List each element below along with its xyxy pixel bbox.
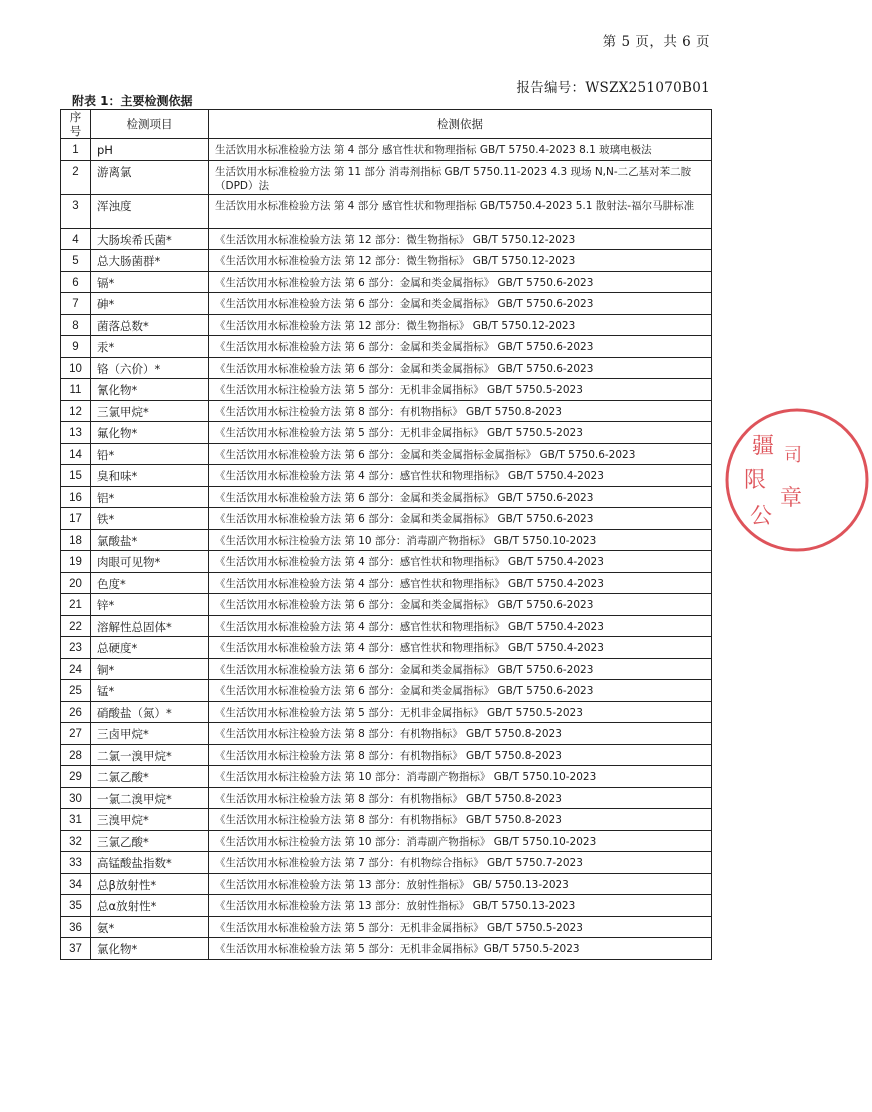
test-item: 汞*	[91, 336, 209, 358]
test-item: 菌落总数*	[91, 314, 209, 336]
test-item: 总硬度*	[91, 637, 209, 659]
row-number: 20	[61, 572, 91, 594]
table-row	[61, 787, 712, 809]
table-row	[61, 336, 712, 358]
test-basis: 《生活饮用水标注检验方法 第 10 部分：消毒副产物指标》 GB/T 5750.10-2023	[209, 766, 712, 788]
row-number: 7	[61, 293, 91, 315]
row-number: 4	[61, 228, 91, 250]
red-official-seal-icon	[722, 405, 872, 555]
test-basis: 《生活饮用水标注检验方法 第 5 部分：无机非金属指标》 GB/T 5750.5-2023	[209, 379, 712, 401]
test-basis: 《生活饮用水标准检验方法 第 7 部分：有机物综合指标》 GB/T 5750.7-2023	[209, 852, 712, 874]
test-item: 游离氯	[91, 160, 209, 194]
table-row	[61, 228, 712, 250]
column-header-no: 序号	[61, 110, 91, 139]
test-item: 铝*	[91, 486, 209, 508]
test-item: 三氯乙酸*	[91, 830, 209, 852]
table-body	[61, 139, 712, 960]
row-number: 2	[61, 160, 91, 194]
test-basis: 《生活饮用水标准检验方法 第 13 部分：放射性指标》 GB/ 5750.13-2023	[209, 873, 712, 895]
row-number: 23	[61, 637, 91, 659]
test-item: 氟化物*	[91, 422, 209, 444]
test-item: 硝酸盐（氮）*	[91, 701, 209, 723]
row-number: 24	[61, 658, 91, 680]
table-row	[61, 357, 712, 379]
test-item: 二氯一溴甲烷*	[91, 744, 209, 766]
column-header-basis: 检测依据	[209, 110, 712, 139]
table-row	[61, 916, 712, 938]
test-basis: 《生活饮用水标准检验方法 第 13 部分：放射性指标》 GB/T 5750.13-2023	[209, 895, 712, 917]
table-row	[61, 744, 712, 766]
test-basis: 《生活饮用水标准检验方法 第 6 部分：金属和类金属指标》 GB/T 5750.6-2023	[209, 658, 712, 680]
test-basis: 《生活饮用水标准检验方法 第 6 部分：金属和类金属指标》 GB/T 5750.6-2023	[209, 508, 712, 530]
row-number: 18	[61, 529, 91, 551]
table-row	[61, 465, 712, 487]
test-item: 总大肠菌群*	[91, 250, 209, 272]
table-row	[61, 766, 712, 788]
row-number: 29	[61, 766, 91, 788]
test-basis: 《生活饮用水标准检验方法 第 6 部分：金属和类金属指标》 GB/T 5750.6-2023	[209, 336, 712, 358]
row-number: 25	[61, 680, 91, 702]
test-item: 氨*	[91, 916, 209, 938]
test-item: 铬（六价）*	[91, 357, 209, 379]
svg-text:限: 限	[744, 468, 767, 493]
detection-basis-table	[60, 109, 712, 960]
row-number: 3	[61, 194, 91, 228]
test-item: 肉眼可见物*	[91, 551, 209, 573]
test-item: 高锰酸盐指数*	[91, 852, 209, 874]
row-number: 27	[61, 723, 91, 745]
test-item: pH	[91, 139, 209, 161]
test-item: 砷*	[91, 293, 209, 315]
row-number: 5	[61, 250, 91, 272]
test-item: 一氯二溴甲烷*	[91, 787, 209, 809]
test-basis: 《生活饮用水标准检验方法 第 4 部分：感官性状和物理指标》 GB/T 5750.4-2023	[209, 572, 712, 594]
row-number: 19	[61, 551, 91, 573]
table-row	[61, 852, 712, 874]
page-number: 第 5 页，共 6 页	[602, 34, 710, 50]
test-basis: 《生活饮用水标准检验方法 第 6 部分：金属和类金属指标》 GB/T 5750.6-2023	[209, 680, 712, 702]
test-item: 臭和味*	[91, 465, 209, 487]
test-basis: 《生活饮用水标准检验方法 第 5 部分：无机非金属指标》 GB/T 5750.5-2023	[209, 422, 712, 444]
test-basis: 《生活饮用水标注检验方法 第 10 部分：消毒副产物指标》 GB/T 5750.10-2023	[209, 830, 712, 852]
table-row	[61, 250, 712, 272]
table-row	[61, 809, 712, 831]
row-number: 15	[61, 465, 91, 487]
table-row	[61, 314, 712, 336]
table-row	[61, 271, 712, 293]
test-item: 氯酸盐*	[91, 529, 209, 551]
row-number: 11	[61, 379, 91, 401]
row-number: 35	[61, 895, 91, 917]
table-row	[61, 551, 712, 573]
table-row	[61, 508, 712, 530]
table-header-row	[61, 110, 712, 139]
table-row	[61, 379, 712, 401]
test-basis: 《生活饮用水标准检验方法 第 12 部分：微生物指标》 GB/T 5750.12-2023	[209, 228, 712, 250]
test-basis: 《生活饮用水标注检验方法 第 8 部分：有机物指标》 GB/T 5750.8-2023	[209, 723, 712, 745]
test-basis: 《生活饮用水标注检验方法 第 8 部分：有机物指标》 GB/T 5750.8-2023	[209, 787, 712, 809]
table-row	[61, 293, 712, 315]
test-item: 镉*	[91, 271, 209, 293]
test-basis: 《生活饮用水标准检验方法 第 6 部分：金属和类金属指标》 GB/T 5750.6-2023	[209, 486, 712, 508]
test-basis: 《生活饮用水标注检验方法 第 8 部分：有机物指标》 GB/T 5750.8-2023	[209, 809, 712, 831]
table-row	[61, 658, 712, 680]
row-number: 9	[61, 336, 91, 358]
test-item: 二氯乙酸*	[91, 766, 209, 788]
row-number: 36	[61, 916, 91, 938]
row-number: 33	[61, 852, 91, 874]
test-basis: 生活饮用水标准检验方法 第 11 部分 消毒剂指标 GB/T 5750.11-2023 4.3 现场 N,N-二乙基对苯二胺（DPD）法	[209, 160, 712, 194]
svg-text:疆: 疆	[752, 434, 775, 459]
test-basis: 《生活饮用水标准检验方法 第 5 部分：无机非金属指标》 GB/T 5750.5-2023	[209, 701, 712, 723]
test-item: 铁*	[91, 508, 209, 530]
test-basis: 《生活饮用水标准检验方法 第 4 部分：感官性状和物理指标》 GB/T 5750.4-2023	[209, 637, 712, 659]
table-row	[61, 723, 712, 745]
row-number: 8	[61, 314, 91, 336]
test-item: 三卤甲烷*	[91, 723, 209, 745]
test-item: 氯化物*	[91, 938, 209, 960]
test-item: 铅*	[91, 443, 209, 465]
table-row	[61, 139, 712, 161]
test-item: 三溴甲烷*	[91, 809, 209, 831]
test-item: 总β放射性*	[91, 873, 209, 895]
test-basis: 《生活饮用水标注检验方法 第 8 部分：有机物指标》 GB/T 5750.8-2023	[209, 744, 712, 766]
test-basis: 生活饮用水标准检验方法 第 4 部分 感官性状和物理指标 GB/T 5750.4-2023 8.1 玻璃电极法	[209, 139, 712, 161]
table-row	[61, 637, 712, 659]
test-basis: 《生活饮用水标准检验方法 第 5 部分：无机非金属指标》GB/T 5750.5-2023	[209, 938, 712, 960]
row-number: 22	[61, 615, 91, 637]
row-number: 28	[61, 744, 91, 766]
row-number: 32	[61, 830, 91, 852]
test-item: 铜*	[91, 658, 209, 680]
table-row	[61, 873, 712, 895]
test-basis: 《生活饮用水标准检验方法 第 6 部分：金属和类金属指标》 GB/T 5750.6-2023	[209, 594, 712, 616]
table-row	[61, 830, 712, 852]
table-caption: 附表 1：主要检测依据	[72, 94, 193, 108]
row-number: 12	[61, 400, 91, 422]
test-basis: 《生活饮用水标准检验方法 第 4 部分：感官性状和物理指标》 GB/T 5750.4-2023	[209, 551, 712, 573]
table-row	[61, 615, 712, 637]
svg-text:章: 章	[780, 486, 803, 511]
table-row	[61, 160, 712, 194]
test-item: 浑浊度	[91, 194, 209, 228]
test-basis: 《生活饮用水标准检验方法 第 5 部分：无机非金属指标》 GB/T 5750.5-2023	[209, 916, 712, 938]
table-row	[61, 701, 712, 723]
test-item: 氰化物*	[91, 379, 209, 401]
test-basis: 《生活饮用水标准检验方法 第 4 部分：感官性状和物理指标》 GB/T 5750.4-2023	[209, 615, 712, 637]
row-number: 1	[61, 139, 91, 161]
row-number: 14	[61, 443, 91, 465]
report-number: 报告编号：WSZX251070B01	[516, 80, 710, 96]
test-item: 大肠埃希氏菌*	[91, 228, 209, 250]
table-row	[61, 680, 712, 702]
test-basis: 《生活饮用水标准检验方法 第 6 部分：金属和类金属指标》 GB/T 5750.6-2023	[209, 357, 712, 379]
test-basis: 《生活饮用水标准检验方法 第 6 部分：金属和类金属指标》 GB/T 5750.6-2023	[209, 293, 712, 315]
row-number: 10	[61, 357, 91, 379]
test-item: 总α放射性*	[91, 895, 209, 917]
row-number: 34	[61, 873, 91, 895]
test-item: 色度*	[91, 572, 209, 594]
row-number: 17	[61, 508, 91, 530]
row-number: 31	[61, 809, 91, 831]
row-number: 37	[61, 938, 91, 960]
table-row	[61, 529, 712, 551]
test-basis: 《生活饮用水标准检验方法 第 6 部分：金属和类金属指标》 GB/T 5750.6-2023	[209, 271, 712, 293]
table-row	[61, 486, 712, 508]
table-row	[61, 895, 712, 917]
test-item: 锰*	[91, 680, 209, 702]
table-row	[61, 594, 712, 616]
table-row	[61, 938, 712, 960]
test-basis: 《生活饮用水标准检验方法 第 12 部分：微生物指标》 GB/T 5750.12-2023	[209, 250, 712, 272]
svg-text:司: 司	[784, 445, 802, 466]
table-row	[61, 443, 712, 465]
column-header-item: 检测项目	[91, 110, 209, 139]
test-item: 溶解性总固体*	[91, 615, 209, 637]
table-row	[61, 400, 712, 422]
row-number: 21	[61, 594, 91, 616]
row-number: 26	[61, 701, 91, 723]
row-number: 16	[61, 486, 91, 508]
test-basis: 生活饮用水标准检验方法 第 4 部分 感官性状和物理指标 GB/T5750.4-2023 5.1 散射法-福尔马肼标准	[209, 194, 712, 228]
test-basis: 《生活饮用水标注检验方法 第 10 部分：消毒副产物指标》 GB/T 5750.10-2023	[209, 529, 712, 551]
test-item: 三氯甲烷*	[91, 400, 209, 422]
test-basis: 《生活饮用水标注检验方法 第 8 部分：有机物指标》 GB/T 5750.8-2023	[209, 400, 712, 422]
svg-text:公: 公	[750, 504, 773, 529]
test-basis: 《生活饮用水标准检验方法 第 12 部分：微生物指标》 GB/T 5750.12-2023	[209, 314, 712, 336]
table-row	[61, 194, 712, 228]
table-row	[61, 572, 712, 594]
table-row	[61, 422, 712, 444]
test-basis: 《生活饮用水标准检验方法 第 6 部分：金属和类金属指标金属指标》 GB/T 5750.6-2023	[209, 443, 712, 465]
test-basis: 《生活饮用水标准检验方法 第 4 部分：感官性状和物理指标》 GB/T 5750.4-2023	[209, 465, 712, 487]
test-item: 锌*	[91, 594, 209, 616]
row-number: 13	[61, 422, 91, 444]
row-number: 6	[61, 271, 91, 293]
row-number: 30	[61, 787, 91, 809]
